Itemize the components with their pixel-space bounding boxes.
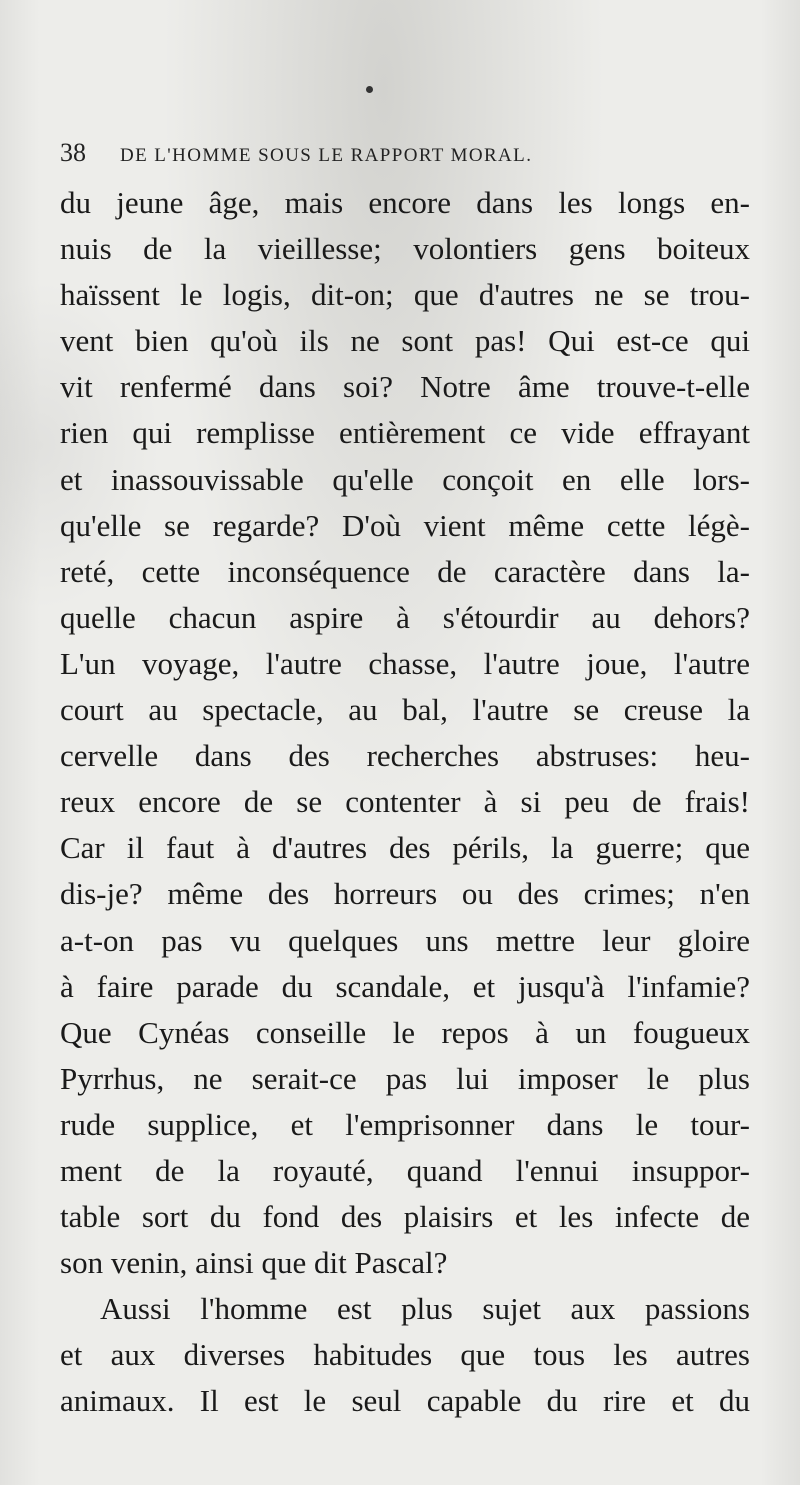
page-number: 38 [60, 138, 86, 167]
text-line: rude supplice, et l'emprisonner dans le tour- [60, 1106, 750, 1142]
ink-speck [366, 86, 373, 93]
text-line: animaux. Il est le seul capable du rire et du [60, 1383, 750, 1419]
text-line: Que Cynéas conseille le repos à un fougueux [60, 1014, 750, 1050]
text-line: vit renfermé dans soi? Notre âme trouve-t-elle [60, 369, 750, 405]
text-line: cervelle dans des recherches abstruses: heu- [60, 738, 750, 774]
text-line: Car il faut à d'autres des périls, la guerre; que [60, 830, 750, 866]
text-line: du jeune âge, mais encore dans les longs en- [60, 185, 750, 220]
text-line: dis-je? même des horreurs ou des crimes; n'en [60, 876, 750, 912]
text-line: Pyrrhus, ne serait-ce pas lui imposer le plus [60, 1060, 750, 1096]
text-line: vent bien qu'où ils ne sont pas! Qui est-ce qui [60, 323, 750, 359]
text-line: haïssent le logis, dit-on; que d'autres ne se trou- [60, 277, 750, 313]
paragraph-first-line: Aussi l'homme est plus sujet aux passions [100, 1291, 750, 1327]
text-line: L'un voyage, l'autre chasse, l'autre joue, l'autre [60, 645, 750, 681]
text-line: ment de la royauté, quand l'ennui insuppor- [60, 1152, 750, 1188]
text-line: table sort du fond des plaisirs et les infecte de [60, 1199, 750, 1235]
text-line: et inassouvissable qu'elle conçoit en elle lors- [60, 461, 750, 497]
text-line: à faire parade du scandale, et jusqu'à l'infamie? [60, 968, 750, 1004]
text-line: nuis de la vieillesse; volontiers gens boiteux [60, 231, 750, 267]
body-text [60, 180, 750, 1425]
text-line: quelle chacun aspire à s'étourdir au dehors? [60, 599, 750, 635]
text-line: rien qui remplisse entièrement ce vide effrayant [60, 415, 750, 451]
page-header [60, 138, 750, 168]
text-line: reté, cette inconséquence de caractère dans la- [60, 553, 750, 589]
running-title: DE L'HOMME SOUS LE RAPPORT MORAL. [120, 145, 533, 166]
text-line: reux encore de se contenter à si peu de frais! [60, 784, 750, 820]
text-line: et aux diverses habitudes que tous les autres [60, 1337, 750, 1373]
text-line: son venin, ainsi que dit Pascal? [60, 1245, 448, 1281]
text-line: qu'elle se regarde? D'où vient même cette légè- [60, 507, 750, 543]
text-line: a-t-on pas vu quelques uns mettre leur gloire [60, 922, 750, 958]
text-line: court au spectacle, au bal, l'autre se creuse la [60, 692, 750, 728]
